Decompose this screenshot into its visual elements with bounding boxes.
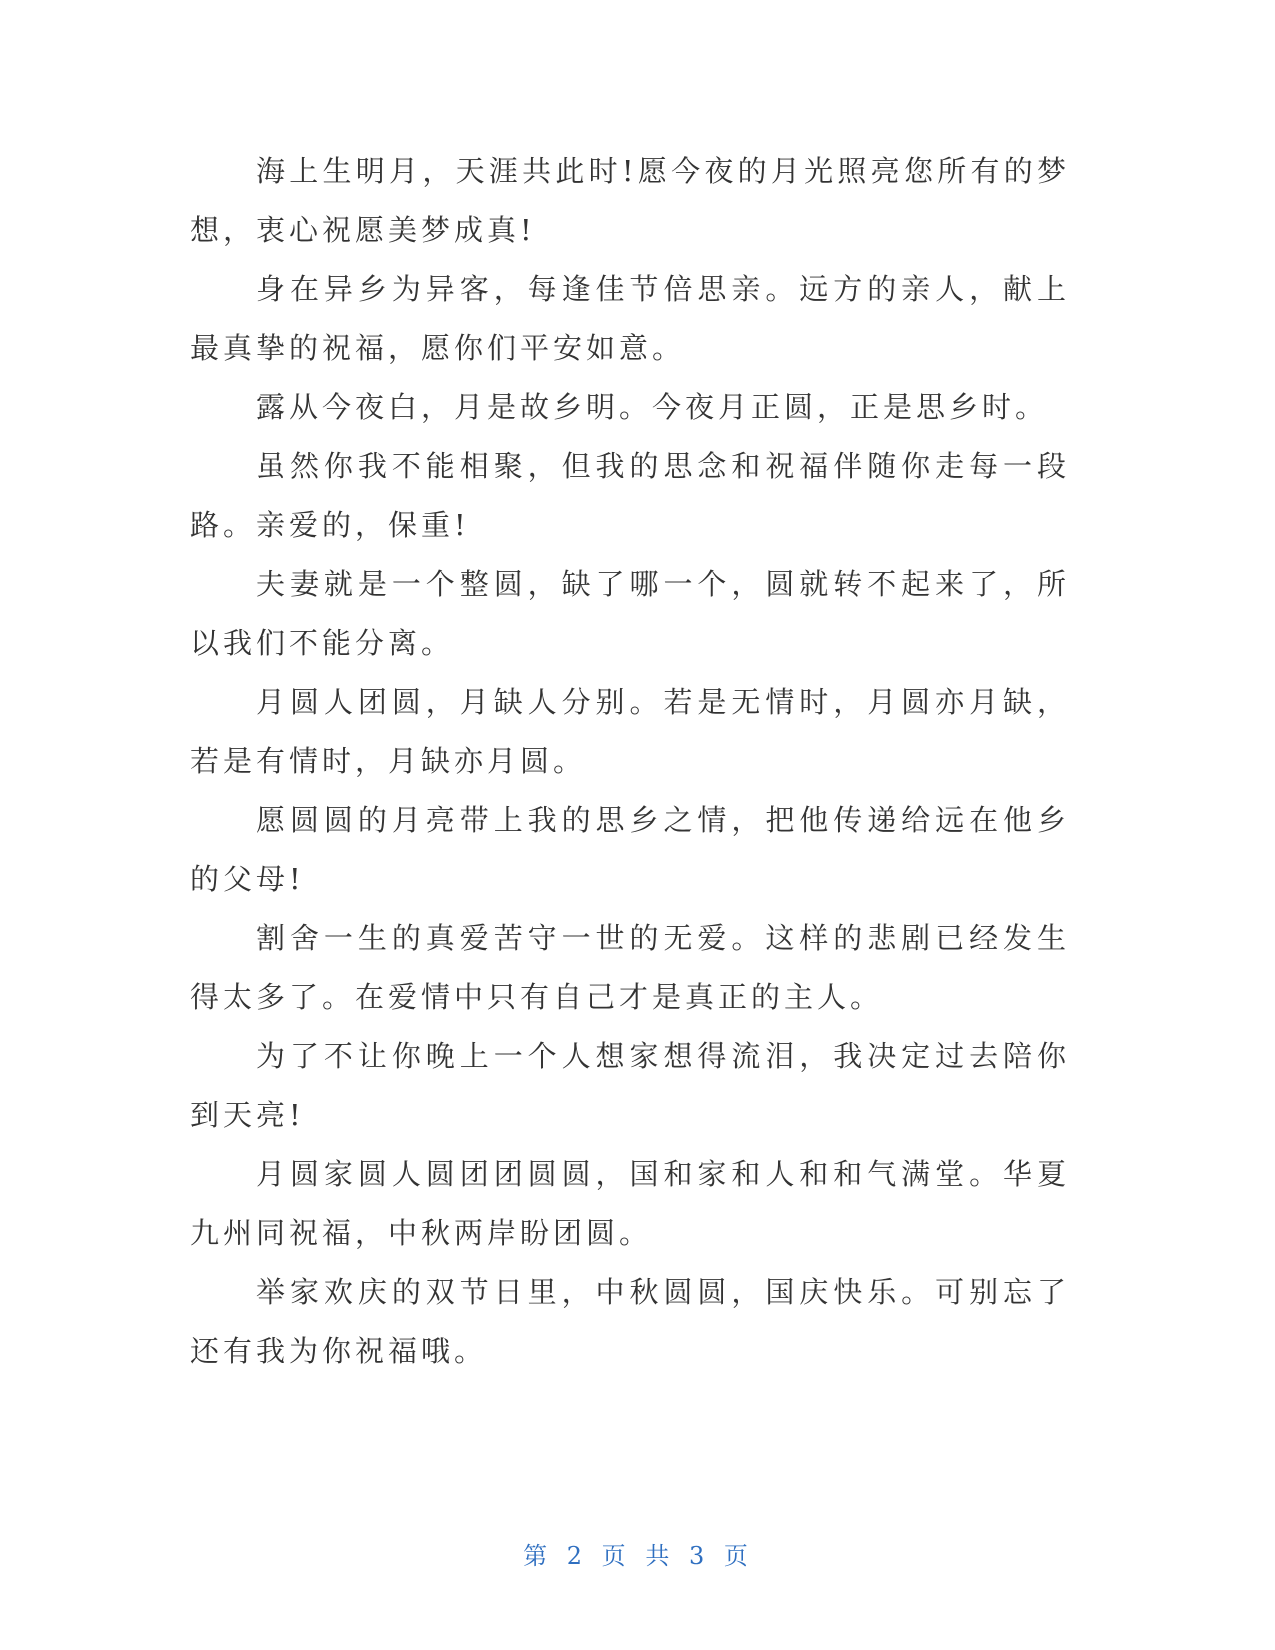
- paragraph: 虽然你我不能相聚，但我的思念和祝福伴随你走每一段路。亲爱的，保重!: [190, 449, 1070, 542]
- paragraph: 身在异乡为异客，每逢佳节倍思亲。远方的亲人，献上最真挚的祝福，愿你们平安如意。: [190, 272, 1070, 365]
- paragraph: 露从今夜白，月是故乡明。今夜月正圆，正是思乡时。: [256, 390, 1049, 424]
- paragraph: 割舍一生的真爱苦守一世的无爱。这样的悲剧已经发生得太多了。在爱情中只有自己才是真正的主人。: [190, 921, 1070, 1014]
- footer-total-word: 共: [645, 1542, 674, 1570]
- footer-suffix: 页: [723, 1542, 752, 1570]
- total-page-number: 3: [688, 1542, 709, 1570]
- paragraph: 举家欢庆的双节日里，中秋圆圆，国庆快乐。可别忘了还有我为你祝福哦。: [190, 1275, 1070, 1368]
- page-number-footer: [0, 1536, 1275, 1571]
- document-body: [190, 142, 1070, 1381]
- paragraph: 海上生明月，天涯共此时!愿今夜的月光照亮您所有的梦想，衷心祝愿美梦成真!: [190, 154, 1070, 247]
- paragraph: 为了不让你晚上一个人想家想得流泪，我决定过去陪你到天亮!: [190, 1039, 1070, 1132]
- current-page-number: 2: [566, 1542, 587, 1570]
- paragraph: 月圆人团圆，月缺人分别。若是无情时，月圆亦月缺，若是有情时，月缺亦月圆。: [190, 685, 1070, 778]
- footer-prefix: 第: [523, 1542, 552, 1570]
- paragraph: 愿圆圆的月亮带上我的思乡之情，把他传递给远在他乡的父母!: [190, 803, 1070, 896]
- footer-page-word: 页: [601, 1542, 630, 1570]
- paragraph: 夫妻就是一个整圆，缺了哪一个，圆就转不起来了，所以我们不能分离。: [190, 567, 1070, 660]
- paragraph: 月圆家圆人圆团团圆圆，国和家和人和和气满堂。华夏九州同祝福，中秋两岸盼团圆。: [190, 1157, 1070, 1250]
